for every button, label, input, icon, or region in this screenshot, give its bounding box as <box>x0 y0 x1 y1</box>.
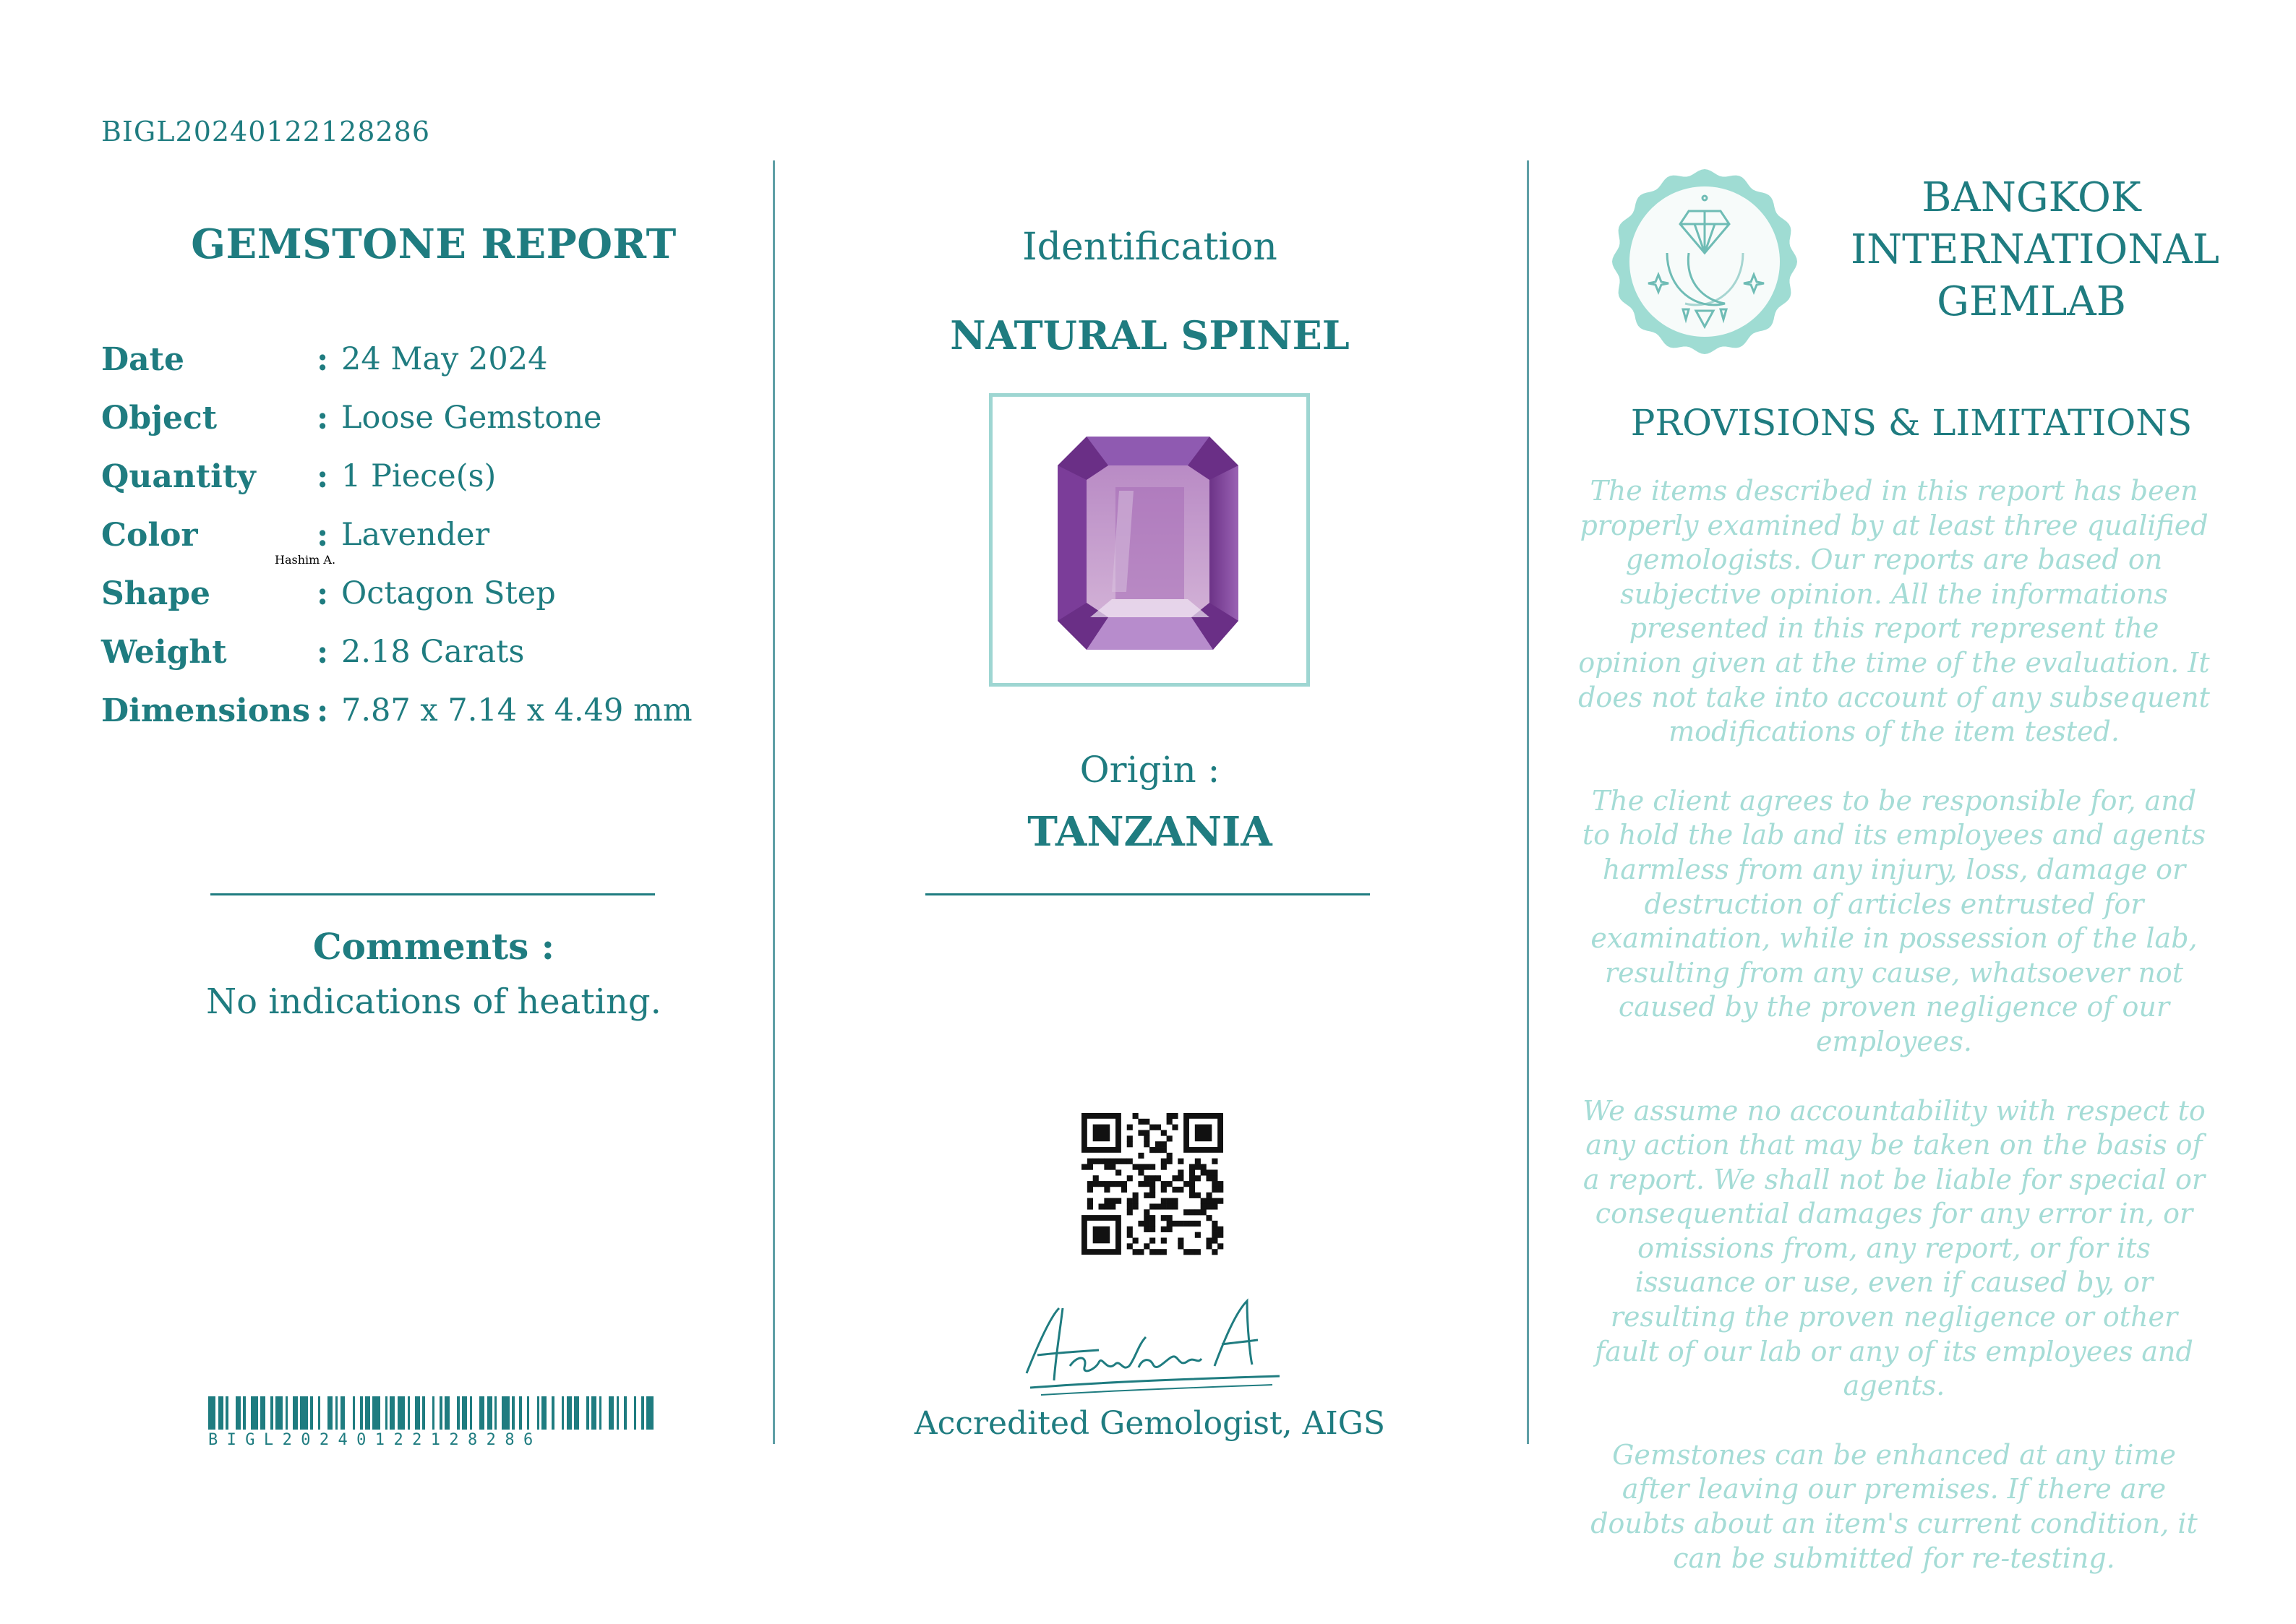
barcode-bar <box>415 1396 420 1430</box>
lab-name-line: BANGKOK <box>1922 174 2141 221</box>
barcode-bar <box>228 1396 236 1430</box>
field-value: 1 Piece(s) <box>341 458 497 494</box>
report-title: GEMSTONE REPORT <box>191 220 677 268</box>
barcode-bar <box>522 1396 527 1430</box>
field-value: Octagon Step <box>341 575 556 611</box>
barcode-bar <box>208 1396 215 1430</box>
field-label: Shape <box>101 575 211 612</box>
barcode-bar <box>502 1396 509 1430</box>
qr-code-icon <box>1081 1113 1223 1255</box>
barcode-bar <box>627 1396 634 1430</box>
provisions-paragraph: The client agrees to be responsible for, and to hold the lab and its employees and agents harmless from any injury, loss, damage or destruction of articles entrusted for examination, while in possession of the lab, resulting from any cause, whatsoever not caused by the proven negligence of our employees. <box>1582 784 2206 1057</box>
barcode-bar <box>265 1396 270 1430</box>
barcode-bar <box>472 1396 479 1430</box>
barcode-bar <box>547 1396 552 1430</box>
lab-name-line: INTERNATIONAL <box>1851 226 2219 273</box>
barcode-bar <box>398 1396 405 1430</box>
barcode-bar <box>515 1396 520 1430</box>
barcode-bar <box>579 1396 586 1430</box>
signature-text: Hashim A. <box>275 553 336 567</box>
barcode-bar <box>497 1396 502 1430</box>
gem-crescent-seal-icon <box>1609 166 1800 357</box>
field-value: 7.87 x 7.14 x 4.49 mm <box>341 692 693 729</box>
field-row-date <box>101 341 752 400</box>
barcode-bar <box>654 1396 659 1430</box>
comments-text: No indications of heating. <box>206 981 661 1022</box>
divider-left <box>210 893 655 895</box>
barcode-bar <box>574 1396 579 1430</box>
barcode-bar <box>236 1396 241 1430</box>
barcode-bar <box>327 1396 333 1430</box>
field-label: Date <box>101 341 184 378</box>
barcode-bar <box>601 1396 609 1430</box>
barcode-bar <box>390 1396 395 1430</box>
barcode-bar <box>320 1396 327 1430</box>
field-colon: : <box>317 400 329 437</box>
field-label: Quantity <box>101 458 256 495</box>
field-colon: : <box>317 458 329 495</box>
barcode-bar <box>288 1396 293 1430</box>
barcode-bar <box>450 1396 457 1430</box>
gem-image <box>993 397 1306 683</box>
barcode-bar <box>380 1396 385 1430</box>
barcode-bar <box>300 1396 307 1430</box>
column-divider-right <box>1527 160 1529 1444</box>
barcode-bar <box>487 1396 492 1430</box>
field-row-shape <box>101 575 752 634</box>
barcode-bar <box>246 1396 251 1430</box>
field-row-dimensions <box>101 692 752 751</box>
gem-photo-frame <box>989 393 1310 687</box>
field-colon: : <box>317 692 329 729</box>
divider-middle <box>925 893 1370 895</box>
barcode-bar <box>410 1396 415 1430</box>
barcode-bar <box>365 1396 370 1430</box>
barcode-bar <box>554 1396 562 1430</box>
field-colon: : <box>317 517 329 554</box>
field-label: Object <box>101 400 218 437</box>
barcode-bar <box>636 1396 641 1430</box>
origin-label: Origin : <box>1079 749 1220 791</box>
field-row-quantity <box>101 458 752 517</box>
field-row-object <box>101 400 752 458</box>
lab-name <box>1851 172 2219 328</box>
barcode-bar <box>275 1396 283 1430</box>
barcode-bar <box>529 1396 536 1430</box>
report-fields <box>101 341 752 751</box>
barcode <box>208 1396 660 1430</box>
barcode-bar <box>313 1396 318 1430</box>
barcode-bar <box>609 1396 614 1430</box>
barcode-bar <box>293 1396 298 1430</box>
field-row-color <box>101 517 752 575</box>
field-label: Weight <box>101 634 227 671</box>
report-number: BIGL20240122128286 <box>101 116 430 147</box>
lab-name-line: GEMLAB <box>1937 278 2126 325</box>
field-label: Dimensions <box>101 692 311 729</box>
barcode-bar <box>355 1396 360 1430</box>
barcode-bar <box>567 1396 572 1430</box>
identification-label: Identification <box>1022 225 1277 269</box>
barcode-bar <box>619 1396 624 1430</box>
comments-title: Comments : <box>312 925 555 968</box>
barcode-bar <box>479 1396 484 1430</box>
barcode-bar <box>372 1396 380 1430</box>
origin-value: TANZANIA <box>1027 808 1272 856</box>
provisions-title: PROVISIONS & LIMITATIONS <box>1630 402 2193 444</box>
provisions-paragraph: The items described in this report has been properly examined by at least three qualified gemologists. Our reports are based on subjective opinion. All the informations presented in this report represent the opinion given at the time of the evaluation. It does not take into account of any subsequent modifications of the item tested. <box>1578 475 2210 748</box>
field-row-weight <box>101 634 752 692</box>
barcode-bar <box>541 1396 547 1430</box>
field-colon: : <box>317 575 329 612</box>
field-value: 2.18 Carats <box>341 634 525 670</box>
field-value: Lavender <box>341 517 490 553</box>
provisions-text <box>1576 474 2212 1610</box>
barcode-bar <box>340 1396 346 1430</box>
field-value: Loose Gemstone <box>341 400 602 436</box>
barcode-bar <box>218 1396 223 1430</box>
field-value: 24 May 2024 <box>341 341 548 377</box>
barcode-bar <box>260 1396 265 1430</box>
provisions-paragraph: We assume no accountability with respect to any action that may be taken on the basis of a report. We shall not be liable for special or consequential damages for any error in, or omissions from, any report, or for its issuance or use, even if caused by, or resulting the proven negligence or other fault of our lab or any of its employees and agents. <box>1582 1094 2206 1402</box>
barcode-bar <box>434 1396 440 1430</box>
barcode-bar <box>445 1396 450 1430</box>
barcode-bar <box>591 1396 596 1430</box>
gemologist-title: Accredited Gemologist, AIGS <box>914 1405 1386 1442</box>
provisions-paragraph: Gemstones can be enhanced at any time after leaving our premises. If there are doubts about an item's current condition, it can be submitted for re-testing. <box>1590 1438 2198 1574</box>
barcode-bar <box>345 1396 352 1430</box>
barcode-bar <box>425 1396 432 1430</box>
barcode-text: BIGL20240122128286 <box>208 1431 542 1449</box>
barcode-bar <box>646 1396 654 1430</box>
barcode-bar <box>462 1396 467 1430</box>
field-label: Color <box>101 517 198 554</box>
field-colon: : <box>317 634 329 671</box>
field-colon: : <box>317 341 329 378</box>
barcode-bar <box>251 1396 258 1430</box>
species-name: NATURAL SPINEL <box>950 312 1350 358</box>
